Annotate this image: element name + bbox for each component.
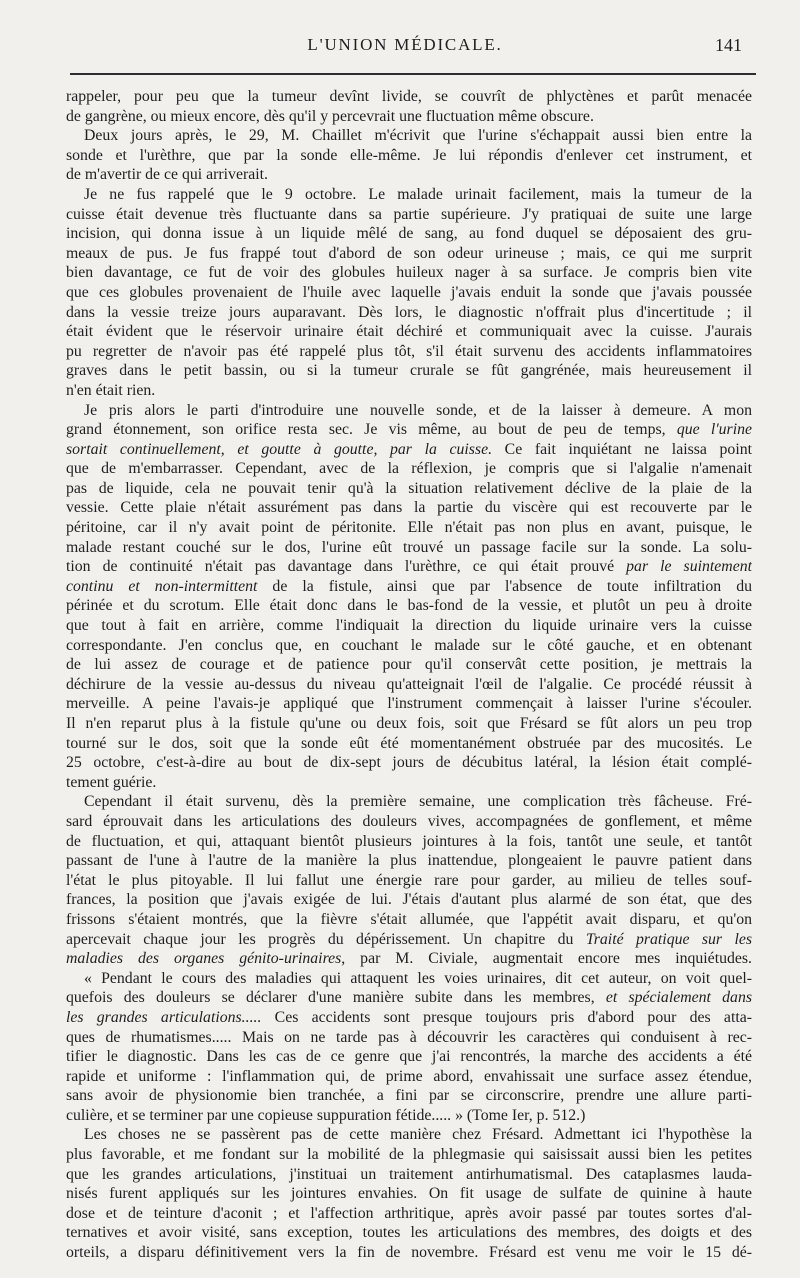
- text-line: meaux de pus. Je fus frappé tout d'abord de son odeur urineuse ; mais, ce qui me surprit: [66, 244, 752, 262]
- text-line: cuisse était devenue très fluctuante dans sa partie supérieure. J'y pratiquai de suite une large: [66, 205, 752, 223]
- italic-text: et spécialement dans: [605, 989, 752, 1007]
- text-line: merveille. A peine l'avais-je appliqué que l'instrument commençait à laisser l'urine s'écouler.: [66, 695, 752, 713]
- text-line: ternatives et avoir visité, sans exception, toutes les articulations des membres, des doigts et des: [66, 1224, 752, 1242]
- page-number: 141: [715, 35, 742, 55]
- text-line: vessie. Cette plaie n'était assurément pas dans la partie du viscère qui est recouverte par le: [66, 499, 752, 517]
- text-line: correspondante. J'en conclus que, en couchant le malade sur le côté gauche, et en obtenant: [66, 636, 752, 654]
- text-line: que de m'embarrasser. Cependant, avec de la réflexion, je compris que si l'algalie n'amenait: [66, 460, 752, 478]
- text-line: ques de rhumatismes..... Mais on ne tarde pas à découvrir les caractères qui conduisent à rec-: [66, 1028, 752, 1046]
- text-line: nisés furent appliqués sur les jointures envahies. On fit usage de sulfate de quinine à haute: [66, 1185, 752, 1203]
- italic-text: sortait continuellement, et goutte à goutte, par la cuisse.: [66, 440, 493, 458]
- text-line: Les choses ne se passèrent pas de cette manière chez Frésard. Admettant ici l'hypothèse la: [84, 1126, 752, 1144]
- text-line: frissons s'étaient montrés, que la fièvre s'était allumée, que l'appétit avait disparu, et qu'on: [66, 910, 752, 928]
- text-line: dose et de teinture d'aconit ; et l'affection arthritique, après avoir passé par toutes sortes d'al-: [66, 1204, 752, 1222]
- running-title: L'UNION MÉDICALE.: [307, 35, 503, 54]
- text-line: rapide et uniforme : l'inflammation qui, de prime abord, envahissait une surface assez étendue,: [66, 1067, 752, 1085]
- text-line: plus favorable, et me fondant sur la mobilité de la phlegmasie qui saisissait aussi bien les petites: [66, 1146, 752, 1164]
- text-line: culière, et se terminer par une copieuse suppuration fétide..... » (Tome Ier, p. 512.): [66, 1106, 586, 1124]
- text-line: que tout à fait en arrière, comme l'indiquait la direction du liquide urinaire vers la cuisse: [66, 617, 752, 635]
- text-line: tourné sur le dos, soit que la sonde eût été momentanément obstruée par des mucosités. Le: [66, 734, 752, 752]
- text-line: sortait continuellement, et goutte à goutte, par la cuisse. Ce fait inquiétant ne laissa point: [66, 440, 752, 458]
- text-line: Il n'en reparut plus à la fistule qu'une ou deux fois, soit que Frésard se fût alors un peu trop: [66, 715, 752, 732]
- text-line: tifier le diagnostic. Dans les cas de ce genre que j'ai rencontrés, la marche des accidents a été: [66, 1048, 752, 1066]
- text-line: rappeler, pour peu que la tumeur devînt livide, se couvrît de phlyctènes et parût menacée: [66, 88, 752, 105]
- text-line: était évident que le réservoir urinaire était déchiré et communiquait avec la cuisse. J'aurais: [66, 323, 752, 341]
- text-line: sard éprouvait dans les articulations des douleurs vives, accompagnées de gonflement, et même: [66, 812, 752, 830]
- text-line: passant de l'une à l'autre de la manière la plus inattendue, plongeaient le pauvre patient dans: [66, 852, 752, 870]
- italic-text: maladies des organes génito-urinaires: [66, 950, 342, 968]
- text-line: n'en était rien.: [66, 381, 156, 399]
- text-line: Deux jours après, le 29, M. Chaillet m'écrivit que l'urine s'échappait aussi bien entre la: [84, 127, 752, 145]
- text-line: Je ne fus rappelé que le 9 octobre. Le malade urinait facilement, mais la tumeur de la: [84, 185, 752, 203]
- text-line: sonde et l'urèthre, que par la sonde elle-même. Je lui répondis d'enlever cet instrument, et: [66, 146, 752, 164]
- text-line: péritoine, car il n'y avait point de péritonite. Elle n'était pas non plus en avant, puisque, le: [66, 519, 752, 537]
- text-line: sans avoir de physionomie bien tranchée, a fini par se circonscrire, prendre une allure parti-: [66, 1087, 752, 1105]
- text-line: périnée et du scrotum. Elle était donc dans le bas-fond de la vessie, et plutôt un peu à droite: [66, 597, 752, 615]
- text-line: déchirure de la vessie au-dessus du niveau qu'atteignait l'œil de l'algalie. Ce procédé réussit à: [66, 675, 752, 693]
- text-line: Je pris alors le parti d'introduire une nouvelle sonde, et de la laisser à demeure. A mon: [84, 401, 752, 419]
- italic-text: continu et non-intermittent: [66, 577, 258, 595]
- text-line: l'état le plus pitoyable. Il lui fallut une énergie rare pour garder, au milieu de telles souf-: [66, 871, 752, 889]
- page-header: [66, 30, 744, 70]
- italic-text: Traité pratique sur les: [585, 930, 752, 948]
- text-line: orteils, a disparu définitivement vers la fin de novembre. Frésard est venu me voir le 15 dé-: [66, 1244, 752, 1262]
- header-rule: [70, 73, 756, 75]
- text-line: de m'avertir de ce qui arriverait.: [66, 166, 268, 184]
- text-line: malade restant couché sur le dos, l'urine eût trouvé un passage facile sur la sonde. La solu-: [66, 538, 752, 556]
- text-line: grand étonnement, son orifice resta sec. Je vis même, au bout de peu de temps, que l'urine: [66, 421, 752, 439]
- text-line: graves dans le petit bassin, ou si la tumeur crurale se fût gangrénée, mais heureusement il: [66, 362, 752, 380]
- text-line: 25 octobre, c'est-à-dire au bout de dix-sept jours de décubitus latéral, la lésion était complé-: [66, 754, 752, 772]
- text-line: frances, la position que j'avais exigée de lui. J'étais d'autant plus alarmé de son état, que des: [66, 891, 752, 909]
- text-line: incision, qui donna issue à un liquide mêlé de sang, au fond duquel se déposaient des gru-: [66, 225, 752, 243]
- text-line: apercevait chaque jour les progrès du dépérissement. Un chapitre du Traité pratique sur les: [66, 930, 752, 948]
- text-line: maladies des organes génito-urinaires, par M. Civiale, augmentait encore mes inquiétudes.: [66, 950, 752, 968]
- text-line: continu et non-intermittent de la fistule, ainsi que par l'absence de toute infiltration du: [66, 577, 752, 595]
- text-line: de lui assez de courage et de patience pour qu'il conservât cette position, je mettrais la: [66, 656, 752, 674]
- text-line: bien davantage, ce fut de voir des globules huileux nager à sa surface. Je compris bien vite: [66, 264, 752, 282]
- text-line: que les grandes articulations, j'instituai un traitement antirhumatismal. Des cataplasmes lauda-: [66, 1165, 752, 1183]
- text-line: les grandes articulations..... Ces accidents sont presque toujours pris d'abord pour des atta-: [66, 1008, 752, 1026]
- text-line: Cependant il était survenu, dès la première semaine, une complication très fâcheuse. Fré-: [84, 793, 752, 811]
- italic-text: par le suintement: [626, 558, 752, 576]
- italic-text: que l'urine: [676, 421, 752, 439]
- text-line: pas de liquide, cela ne pouvait tenir qu'à la situation relativement déclive de la plaie de la: [66, 479, 752, 497]
- text-line: de fluctuation, et qui, attaquant bientôt plusieurs jointures à la fois, tantôt une seule, et tantôt: [66, 832, 752, 850]
- text-line: dans la vessie treize jours auparavant. Dès lors, le diagnostic n'offrait plus d'incertitude ; il: [66, 303, 752, 321]
- body-text: [66, 87, 752, 1263]
- italic-text: les grandes articulations.....: [66, 1008, 262, 1026]
- text-line: pu regretter de n'avoir pas été rappelé plus tôt, s'il était survenu des accidents inflammatoires: [66, 342, 752, 360]
- text-line: de gangrène, ou mieux encore, dès qu'il y percevrait une fluctuation même obscure.: [66, 107, 594, 125]
- text-line: « Pendant le cours des maladies qui attaquent les voies urinaires, dit cet auteur, on voit quel-: [84, 969, 752, 987]
- text-line: tement guérie.: [66, 773, 157, 791]
- text-line: tion de continuité n'était pas davantage dans l'urèthre, ce qui était prouvé par le suintement: [66, 558, 752, 576]
- text-line: que ces globules provenaient de l'huile avec laquelle j'avais enduit la sonde que j'avais poussée: [66, 283, 752, 301]
- text-line: quefois des douleurs se déclarer d'une manière subite dans les membres, et spécialement dans: [66, 989, 752, 1007]
